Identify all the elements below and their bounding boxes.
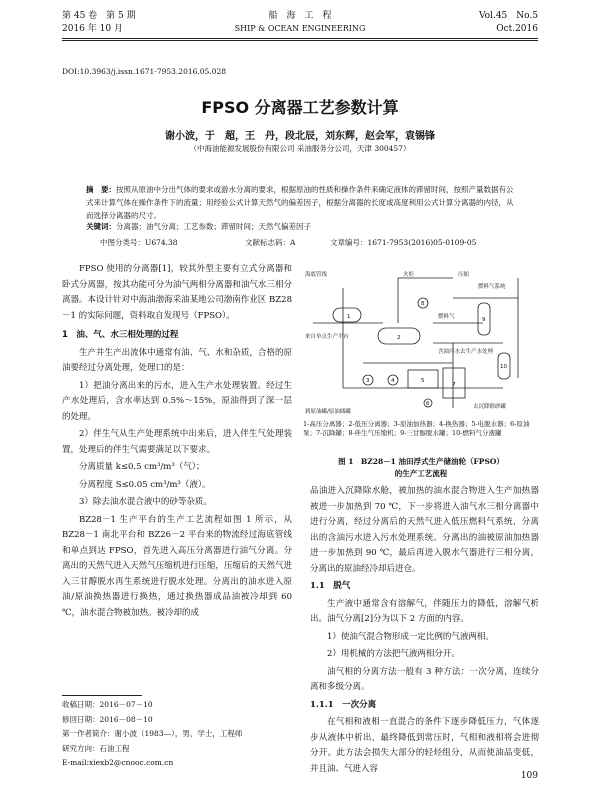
author-email: E-mail:xiexb2@cnooc.com.cn <box>62 758 174 767</box>
paper-title: FPSO 分离器工艺参数计算 <box>201 98 399 117</box>
paragraph: 1）使油气混合物形成一定比例的气液两相。 <box>327 631 494 642</box>
revised-date: 修回日期：2016－08－10 <box>62 714 153 724</box>
intro-paragraph: FPSO 使用的分离器[1]，较其外型主要有立式分离器和卧式分离器，按其功能可分为油气两相分离器和油气水三相分离器。本设计针对中海油渤海采油某地公司渤南作业区 BZ28－1 的实际问题，资料取自发现号（FPSO）。 <box>62 264 292 321</box>
label-8: 8 <box>421 301 425 307</box>
section-1-1-heading: 1.1 脱气 <box>310 581 351 591</box>
journal-name-en: SHIP & OCEAN ENGINEERING <box>234 24 366 33</box>
document-code: 文献标志码：A <box>245 238 296 247</box>
header-rule-2 <box>62 40 538 41</box>
article-number: 文章编号：1671-7953(2016)05-0109-05 <box>330 238 477 247</box>
journal-name-cn: 船 海 工 程 <box>268 11 332 21</box>
journal-date: 2016 年 10 月 <box>62 24 123 34</box>
authors: 谢小波，于 超，王 丹，段北辰，刘东辉，赵会军，袁锡锋 <box>165 131 435 142</box>
label-2: 2 <box>397 335 401 341</box>
formula-liquid: 分离程度 S≤0.05 cm³/m³（液）。 <box>79 479 211 490</box>
figure-caption-line2: 的生产工艺流程 <box>394 469 448 478</box>
label-6: 6 <box>426 401 430 407</box>
paragraph: 2）用机械的方法把气液两相分开。 <box>327 649 460 659</box>
label-to-tank: 到原油罐/原油储罐 <box>305 409 351 415</box>
process-flow-diagram <box>303 268 539 418</box>
paragraph: 1）把油分离出来的污水，进入生产水处理装置。经过生产水处理后，含水率达到 0.5%～15%，原油得到了深一层的处理。 <box>62 380 292 422</box>
section-1-heading: 1 油、气、水三相处理的过程 <box>62 330 179 340</box>
paragraph: 3）除去油水混合液中的砂等杂质。 <box>79 497 212 507</box>
paragraph: 品油进入沉降除水舱，被加热的油水混合物进入生产加热器被进一步加热到 70 ℃，下一步将进入油气水三相分离器中进行分离，经过分离后的天然气进入低压燃料气系统，分离出的含油污水进入污水处理系统。分离出的油被原油加热器进一步加热到 90 ℃，最后再进入脱水气器进行三相分离，分离出的原油经冷却后进仓。 <box>310 486 539 574</box>
formula-gas: 分离质量 k≤0.5 cm³/m³（气）； <box>79 462 205 472</box>
header-rule <box>62 38 538 39</box>
keywords-label: 关键词： <box>86 222 116 231</box>
paragraph: 2）伴生气从生产处理系统中出来后，进入伴生气处理装置，处理后的伴生气需要满足以下要求。 <box>62 429 292 455</box>
keywords <box>86 221 514 233</box>
process-flow-figure <box>303 268 539 450</box>
label-3: 3 <box>366 378 370 384</box>
journal-volume: 第 45 卷 第 5 期 <box>62 11 136 21</box>
figure-legend: 1-高压分离器；2-低压分离器；3-原油加热器；4-换热器；5-电脱水器；6-原油泵；7-沉降罐；8-伴生气压缩机；9-三甘醇脱水罐；10-燃料气分液罐 <box>303 420 530 437</box>
abstract-text: 按照从原油中分出气体的要求或游水分离的要求，根据原油的性质和操作条件来确定液体的滞留时间，按照产量数据有公式来计算气体在操作条件下的流量；用经验公式计算天然气的偏差因子，根据分离器的长度或高度利用公式计算分离器的内径，从而选择分离器的尺寸。 <box>86 185 514 220</box>
paragraph: 油气相的分离方法一般有 3 种方法：一次分离，连续分离和多级分离。 <box>310 666 539 692</box>
label-flare: 火炬 <box>403 272 415 278</box>
journal-volume-en: Vol.45 No.5 <box>478 11 538 21</box>
label-5: 5 <box>421 378 425 384</box>
doi: DOI:10.3963/j.issn.1671-7953.2016.05.028 <box>62 67 227 76</box>
label-compressor-out: 压缩 <box>458 272 470 278</box>
author-bio: 第一作者简介：谢小波（1983—），男，学士，工程师 <box>62 729 243 738</box>
label-from-platform: 来自单点生产平台 <box>305 334 350 340</box>
label-fuel-gas: 燃料气 <box>438 314 455 320</box>
footnotes <box>62 698 292 771</box>
journal-date-en: Oct.2016 <box>496 24 538 34</box>
paragraph: 生产井生产出流体中通常有油、气、水和杂质，合格的原油要经过分离处理，处理口的是： <box>62 347 292 373</box>
section-1-1-1-heading: 1.1.1 一次分离 <box>310 699 377 710</box>
paragraph: 在气相和液相一直混合的条件下逐步降低压力，气体逐步从液体中析出，最终降低到常压时，气相和液相将会进彻分开。此方法会损失大部分的轻烃组分，从而使油品变低，并且油、气进入容 <box>310 717 539 774</box>
abstract <box>86 183 514 222</box>
paragraph: BZ28－1 生产平台的生产工艺流程如图 1 所示，从 BZ28－1 南北平台和 BZ26－2 平台来的物流经过海底管线和单点到达 FPSO，首先进入高压分离器进行油气分离。分离出的天然气进入天然气压缩机进行压缩，压缩后的天然气进入三甘醇脱水再生系统进行脱水处理。分离出的油水进入原油/原油换热器进行换热，通过换热器成品油被冷却到 60 ℃，油水混合物被加热。被冷却的成 <box>62 514 292 618</box>
paragraph: 生产液中通常含有溶解气，伴随压力的降低，溶解气析出。油气分离[2]分为以下 2 方面的内容。 <box>310 598 539 624</box>
keywords-text: 分离器；油气分离；工艺参数；滞留时间；天然气偏差因子 <box>116 222 311 231</box>
affiliation: （中海油能源发展股份有限公司 采油服务分公司，天津 300457） <box>189 144 411 153</box>
label-4: 4 <box>391 378 395 384</box>
label-fuel-system: 燃料气系统 <box>478 284 506 290</box>
label-sand-tank: 去沉降除砂罐 <box>473 404 507 410</box>
abstract-label: 摘 要： <box>86 185 116 194</box>
received-date: 收稿日期：2016－07－10 <box>62 700 153 709</box>
label-10: 10 <box>500 364 507 370</box>
label-7: 7 <box>452 382 456 388</box>
research-area: 研究方向：石油工程 <box>62 743 130 753</box>
right-column <box>310 484 539 779</box>
label-1: 1 <box>347 314 351 320</box>
label-9: 9 <box>482 317 486 323</box>
clc-number: 中图分类号：U674.38 <box>100 238 178 247</box>
left-column <box>62 262 292 623</box>
label-water-out: 含油污水去生产水处理 <box>438 349 494 355</box>
figure-caption-line1: 图 1 BZ28－1 油田浮式生产储油轮（FPSO） <box>338 457 504 466</box>
footnote-rule <box>62 695 142 696</box>
page-number: 109 <box>520 771 538 781</box>
label-subsea-line: 海底管线 <box>305 272 328 278</box>
